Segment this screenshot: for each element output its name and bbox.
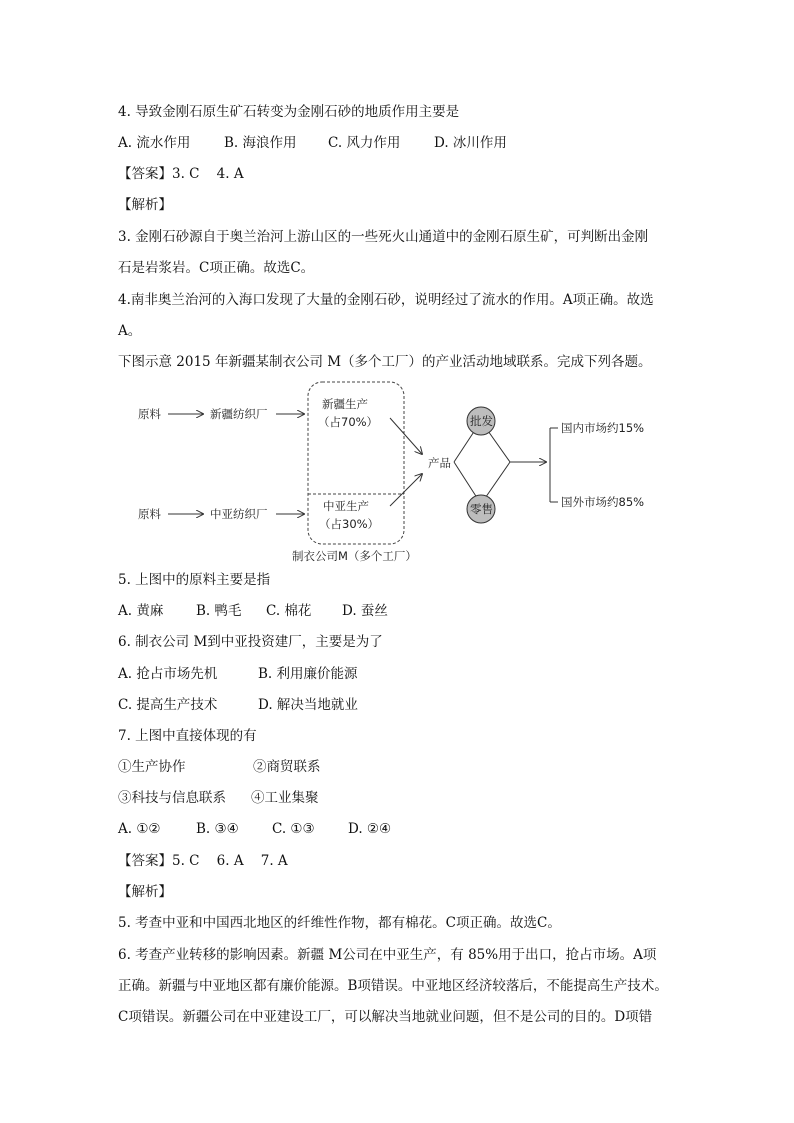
- q7-options: [118, 819, 391, 839]
- product-label: 产品: [428, 456, 451, 470]
- option-c: C. 风力作用: [328, 135, 401, 151]
- answer-block-1: 【答案】3. C 4. A: [118, 166, 244, 182]
- item-3: ③科技与信息联系: [118, 790, 226, 806]
- industry-link-diagram: [118, 378, 678, 568]
- item-2: ②商贸联系: [253, 759, 321, 775]
- analysis1-line-1: 3. 金刚石砂源自于奥兰治河上游山区的一些死火山通道中的金刚石原生矿，可判断出金刚: [118, 229, 649, 245]
- analysis2-line-2: 6. 考查产业转移的影响因素。新疆 M公司在中亚生产，有 85%用于出口，抢占市场。A项: [118, 947, 657, 963]
- analysis1-line-4: A。: [118, 323, 142, 339]
- option-c: C. 棉花: [266, 603, 312, 619]
- q7-stem: 7. 上图中直接体现的有: [118, 728, 257, 744]
- xinjiang-share: （占70%）: [318, 415, 379, 429]
- option-d: D. 蚕丝: [342, 603, 388, 619]
- q4-options: [118, 133, 507, 153]
- analysis2-line-3: 正确。新疆与中亚地区都有廉价能源。B项错误。中亚地区经济较落后，不能提高生产技术。: [118, 978, 668, 994]
- option-d: D. 冰川作用: [434, 135, 507, 151]
- intro-text: 下图示意 2015 年新疆某制衣公司 M（多个工厂）的产业活动地域联系。完成下列各题。: [118, 354, 652, 370]
- xinjiang-mill: 新疆纺织厂: [210, 407, 268, 421]
- item-1: ①生产协作: [118, 759, 186, 775]
- wholesale-label: 批发: [470, 414, 493, 428]
- central-asia-share: （占30%）: [319, 517, 380, 531]
- q7-items-row2: [118, 788, 319, 808]
- domestic-market: 国内市场约15%: [561, 421, 645, 435]
- analysis1-line-2: 石是岩浆岩。C项正确。故选C。: [118, 260, 315, 276]
- option-b: B. 鸭毛: [196, 603, 242, 619]
- xinjiang-production: 新疆生产: [322, 397, 368, 411]
- retail-label: 零售: [470, 502, 493, 516]
- item-4: ④工业集聚: [251, 790, 319, 806]
- company-label: 制衣公司M（多个工厂）: [292, 549, 417, 563]
- option-a: A. 黄麻: [118, 603, 164, 619]
- option-c: C. ①③: [272, 821, 315, 837]
- foreign-market: 国外市场约85%: [561, 495, 645, 509]
- q5-stem: 5. 上图中的原料主要是指: [118, 572, 271, 588]
- option-c: C. 提高生产技术: [118, 697, 218, 713]
- option-d: D. 解决当地就业: [258, 697, 358, 713]
- central-asia-production: 中亚生产: [323, 499, 369, 513]
- answer-block-2: 【答案】5. C 6. A 7. A: [118, 853, 288, 869]
- q4-stem: 4. 导致金刚石原生矿石转变为金刚石砂的地质作用主要是: [118, 104, 460, 120]
- raw-material-1: 原料: [138, 407, 161, 421]
- analysis-title-2: 【解析】: [118, 884, 172, 900]
- q7-items-row1: [118, 757, 321, 777]
- option-b: B. 海浪作用: [224, 135, 297, 151]
- option-a: A. 抢占市场先机: [118, 666, 218, 682]
- q6-stem: 6. 制衣公司 M到中亚投资建厂，主要是为了: [118, 634, 383, 650]
- raw-material-2: 原料: [138, 507, 161, 521]
- analysis2-line-4: C项错误。新疆公司在中亚建设工厂，可以解决当地就业问题，但不是公司的目的。D项错: [118, 1009, 653, 1025]
- option-b: B. ③④: [196, 821, 239, 837]
- q5-options: [118, 601, 388, 621]
- option-a: A. ①②: [118, 821, 161, 837]
- option-a: A. 流水作用: [118, 135, 191, 151]
- central-asia-mill: 中亚纺织厂: [210, 507, 268, 521]
- q6-options-row2: [118, 695, 358, 715]
- analysis2-line-1: 5. 考查中亚和中国西北地区的纤维性作物，都有棉花。C项正确。故选C。: [118, 915, 561, 931]
- analysis1-line-3: 4.南非奥兰治河的入海口发现了大量的金刚石砂，说明经过了流水的作用。A项正确。故选: [118, 292, 654, 308]
- arrow-ca-product: [390, 474, 422, 506]
- analysis-title-1: 【解析】: [118, 197, 172, 213]
- arrow-xj-product: [390, 418, 422, 454]
- option-b: B. 利用廉价能源: [258, 666, 358, 682]
- q6-options-row1: [118, 664, 358, 684]
- option-d: D. ②④: [348, 821, 392, 837]
